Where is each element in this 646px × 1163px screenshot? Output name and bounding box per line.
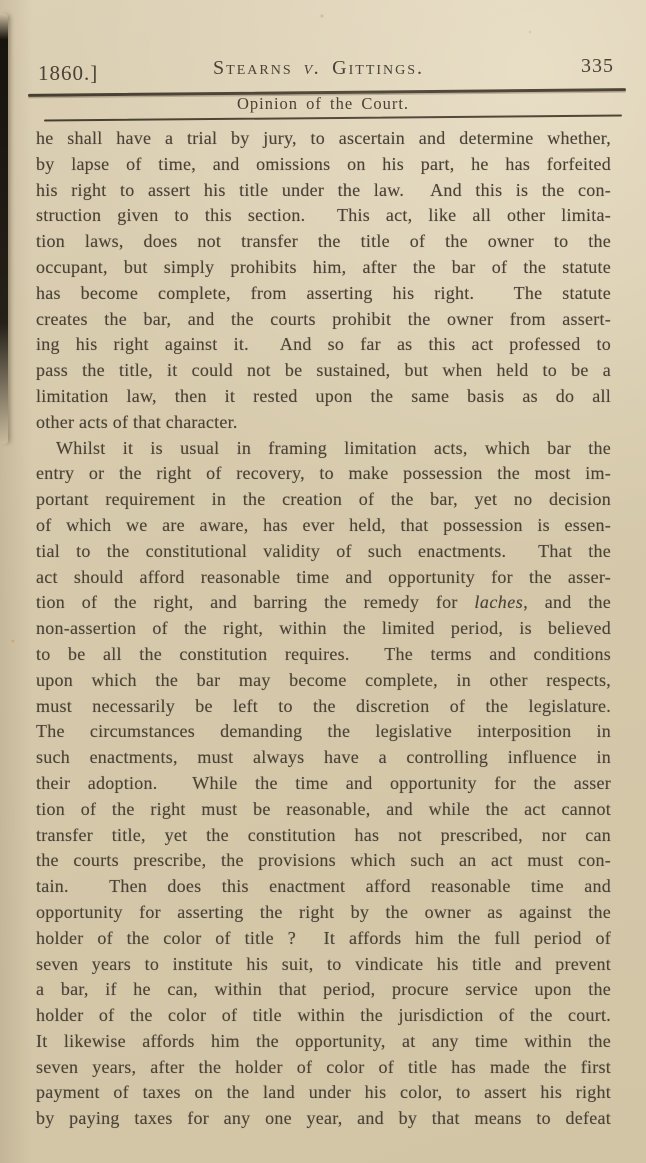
text-line: struction given to this section. This act, like all other limita- [36, 205, 611, 226]
text-line: non-assertion of the right, within the limited period, is believed [36, 618, 611, 639]
text-line: It likewise affords him the opportunity, at any time within the [36, 1030, 611, 1051]
text-line: payment of taxes on the land under his color, to assert his right [36, 1082, 611, 1103]
text-line: ing his right against it. And so far as this act professed to [36, 334, 611, 355]
text-line: tain. Then does this enactment afford reasonable time and [36, 876, 611, 897]
text-line: Whilst it is usual in framing limitation acts, which bar the [56, 437, 611, 458]
opinion-text [36, 126, 611, 1132]
text-line: has become complete, from asserting his right. The statute [36, 282, 611, 303]
text-line: to be all the constitution requires. The terms and conditions [36, 643, 611, 664]
text-line: his right to assert his title under the law. And this is the con- [36, 179, 611, 200]
text-line: a bar, if he can, within that period, procure service upon the [36, 979, 611, 1000]
text-line: by paying taxes for any one year, and by that means to defeat [36, 1108, 611, 1129]
text-line: The circumstances demanding the legislative interposition in [36, 721, 611, 742]
text-line: tion of the right, and barring the remedy for laches, and the [36, 592, 611, 613]
text-line: act should afford reasonable time and opportunity for the asser- [36, 566, 611, 587]
text-line: such enactments, must always have a controlling influence in [36, 747, 611, 768]
header-case-title: Stearns v. Gittings. [213, 57, 425, 79]
header-page-number: 335 [581, 55, 614, 77]
text-line: upon which the bar may become complete, in other respects, [36, 669, 611, 690]
text-line: holder of the color of title ? It affords him the full period of [36, 927, 611, 948]
text-line: pass the title, it could not be sustained, but when held to be a [36, 360, 611, 381]
text-line: tial to the constitutional validity of such enactments. That the [36, 540, 611, 561]
text-line: other acts of that character. [36, 411, 238, 432]
subheader-rule [44, 114, 622, 121]
text-line: by lapse of time, and omissions on his part, he has forfeited [36, 153, 611, 174]
text-line: occupant, but simply prohibits him, after the bar of the statute [36, 256, 611, 277]
running-head-opinion: Opinion of the Court. [236, 94, 410, 113]
text-line: tion laws, does not transfer the title of the owner to the [36, 231, 611, 252]
header-year: 1860.] [38, 61, 99, 85]
text-line: tion of the right must be reasonable, and while the act cannot [36, 798, 611, 819]
page-binding-shadow [0, 14, 8, 444]
text-line: seven years to institute his suit, to vindicate his title and prevent [36, 953, 611, 974]
page-header [38, 56, 616, 88]
text-line: transfer title, yet the constitution has not prescribed, nor can [36, 824, 611, 845]
text-line: must necessarily be left to the discretion of the legislature. [36, 695, 611, 716]
text-line: their adoption. While the time and opportunity for the asser [36, 772, 611, 793]
text-line: holder of the color of title within the jurisdiction of the court. [36, 1005, 611, 1026]
text-line: seven years, after the holder of color of title has made the first [36, 1056, 611, 1077]
text-line: entry or the right of recovery, to make possession the most im- [36, 463, 611, 484]
text-line: creates the bar, and the courts prohibit the owner from assert- [36, 308, 611, 329]
text-line: portant requirement in the creation of the bar, yet no decision [36, 489, 611, 510]
text-line: he shall have a trial by jury, to ascertain and determine whether, [36, 128, 611, 148]
text-line: of which we are aware, has ever held, that possession is essen- [36, 514, 611, 535]
text-line: opportunity for asserting the right by the owner as against the [36, 901, 611, 922]
text-line: limitation law, then it rested upon the same basis as do all [36, 385, 611, 406]
text-line: the courts prescribe, the provisions which such an act must con- [36, 850, 611, 871]
